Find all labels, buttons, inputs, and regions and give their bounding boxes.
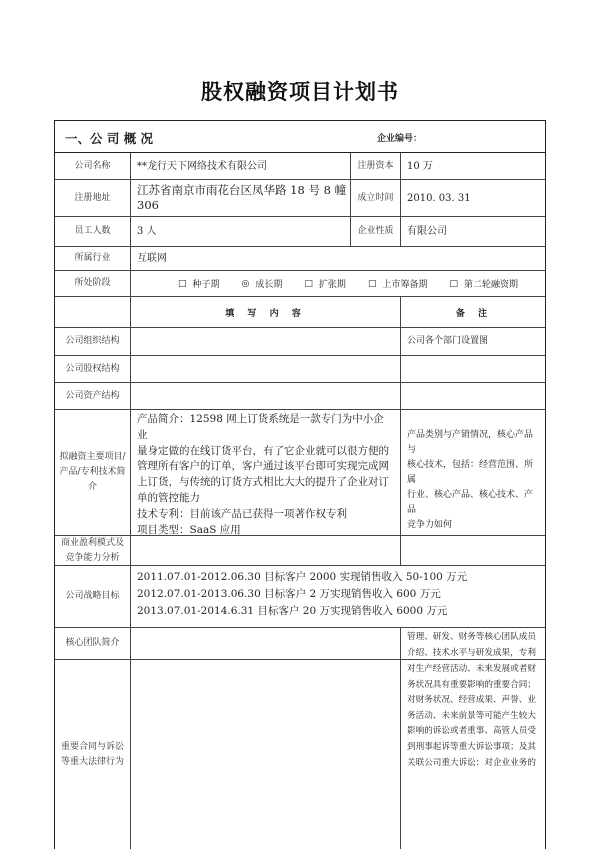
remark-line: 产品类别与产销情况，核心产品与 xyxy=(407,430,534,455)
org-structure-remark: 公司各个部门设置图 xyxy=(401,328,546,356)
section-heading-row xyxy=(55,121,546,153)
checkbox-icon: □ xyxy=(304,278,313,289)
company-name-label: 公司名称 xyxy=(55,153,131,180)
remark-line: 对财务状况、经营成果、声誉、业 xyxy=(407,695,536,706)
industry-value: 互联网 xyxy=(131,247,546,271)
checkbox-icon: □ xyxy=(449,278,458,289)
asset-structure-label: 公司资产结构 xyxy=(55,383,131,410)
equity-structure-remark xyxy=(401,356,546,383)
company-code-label: 企业编号： xyxy=(377,134,423,144)
core-team-content xyxy=(131,628,401,660)
project-intro-label: 拟融资主要项目/产品/专利技术简介 xyxy=(55,410,131,536)
strategy-line: 2013.07.01-2014.6.31 目标客户 20 万实现销售收入 6000 万元 xyxy=(137,605,448,617)
stage-options xyxy=(131,271,546,297)
project-plan-form xyxy=(54,120,546,849)
remark-line: 核心技术，包括：经营范围、所属 xyxy=(407,460,534,485)
project-intro-remark xyxy=(401,410,546,536)
project-line: 上订货，与传统的订货方式相比大大的提升了企业对订 xyxy=(137,476,389,489)
checkbox-icon: □ xyxy=(367,278,377,289)
project-line: 量身定做的在线订货平台，有了它企业就可以很方便的 xyxy=(137,444,389,457)
asset-structure-remark xyxy=(401,383,546,410)
stage-option-expansion[interactable] xyxy=(304,277,346,290)
business-model-remark xyxy=(401,536,546,566)
stage-option-pre-ipo[interactable] xyxy=(368,277,428,290)
remark-line: 对生产经营活动、未来发展或者财 xyxy=(407,664,536,674)
company-type-value: 有限公司 xyxy=(401,217,546,247)
org-structure-content xyxy=(131,328,401,356)
established-date-label: 成立时间 xyxy=(351,180,401,217)
stage-label: 所处阶段 xyxy=(55,271,131,297)
registered-capital-value: 10 万 xyxy=(401,153,546,180)
equity-structure-label: 公司股权结构 xyxy=(55,356,131,383)
fill-content-header: 填 写 内 容 xyxy=(131,297,401,328)
contracts-label: 重要合同与诉讼等重大法律行为 xyxy=(55,660,131,849)
remark-line: 管理、研发、财务等核心团队成员 xyxy=(407,632,536,642)
selected-radio-icon: ◎ xyxy=(241,278,250,289)
project-line: 技术专利：目前该产品已获得一项著作权专利 xyxy=(137,507,347,520)
project-line: 产品简介：12598 网上订货系统是一款专门为中小企业 xyxy=(137,413,384,441)
stage-option-growth[interactable] xyxy=(242,277,283,290)
registered-address-label: 注册地址 xyxy=(55,180,131,217)
core-team-label: 核心团队简介 xyxy=(55,628,131,660)
asset-structure-content xyxy=(131,383,401,410)
stage-option-label: 第二轮融资期 xyxy=(463,280,518,290)
section-heading: 一、公 司 概 况 xyxy=(65,131,154,146)
employee-count-value: 3 人 xyxy=(131,217,351,247)
equity-structure-content xyxy=(131,356,401,383)
contracts-remark xyxy=(401,660,546,849)
remark-line: 竞争力如何 xyxy=(407,520,453,530)
remark-line: 务状况具有重要影响的重要合同； xyxy=(407,679,536,690)
business-model-label: 商业盈利模式及竞争能力分析 xyxy=(55,536,131,566)
core-team-remark xyxy=(401,628,546,660)
remark-line: 务活动、未来前景等可能产生较大 xyxy=(407,710,536,721)
stage-option-label: 种子期 xyxy=(192,280,220,290)
remark-line: 影响的诉讼或者重事、高管人员受 xyxy=(407,726,536,737)
remark-line: 介绍、技术水平与研发成果，专利 xyxy=(407,647,536,658)
project-line: 单的管控能力 xyxy=(137,491,200,504)
established-date-value: 2010. 03. 31 xyxy=(401,180,546,217)
registered-address-value: 江苏省南京市雨花台区凤华路 18 号 8 幢 306 xyxy=(131,180,351,217)
document-title: 股权融资项目计划书 xyxy=(201,80,399,104)
registered-capital-label: 注册资本 xyxy=(351,153,401,180)
stage-option-second-round[interactable] xyxy=(449,277,518,290)
company-name-value: **龙行天下网络技术有限公司 xyxy=(131,153,351,180)
strategy-content xyxy=(131,566,546,628)
checkbox-icon: □ xyxy=(178,278,187,289)
project-line: 管理所有客户的订单，客户通过该平台即可实现完成网 xyxy=(137,460,389,473)
remark-line: 到刑事起诉等重大诉讼事项；及其 xyxy=(407,741,536,752)
industry-label: 所属行业 xyxy=(55,247,131,271)
remarks-header: 备 注 xyxy=(401,297,546,328)
project-intro-content xyxy=(131,410,401,536)
company-type-label: 企业性质 xyxy=(351,217,401,247)
org-structure-label: 公司组织结构 xyxy=(55,328,131,356)
stage-option-seed[interactable] xyxy=(178,277,220,290)
strategy-label: 公司战略目标 xyxy=(55,566,131,628)
stage-option-label: 成长期 xyxy=(255,280,283,290)
stage-option-label: 扩张期 xyxy=(318,280,346,290)
stage-option-label: 上市筹备期 xyxy=(382,280,428,290)
remark-line: 行业、核心产品、核心技术、产品 xyxy=(407,490,534,515)
employee-count-label: 员工人数 xyxy=(55,217,131,247)
remark-line: 关联公司重大诉讼：对企业业务的 xyxy=(407,757,536,768)
strategy-line: 2012.07.01-2013.06.30 目标客户 2 万实现销售收入 600 万元 xyxy=(137,588,441,600)
header-blank-cell xyxy=(55,297,131,328)
strategy-line: 2011.07.01-2012.06.30 目标客户 2000 实现销售收入 50-100 万元 xyxy=(137,571,468,583)
business-model-content xyxy=(131,536,401,566)
project-line: 项目类型：SaaS 应用 xyxy=(137,523,241,536)
contracts-content xyxy=(131,660,401,849)
